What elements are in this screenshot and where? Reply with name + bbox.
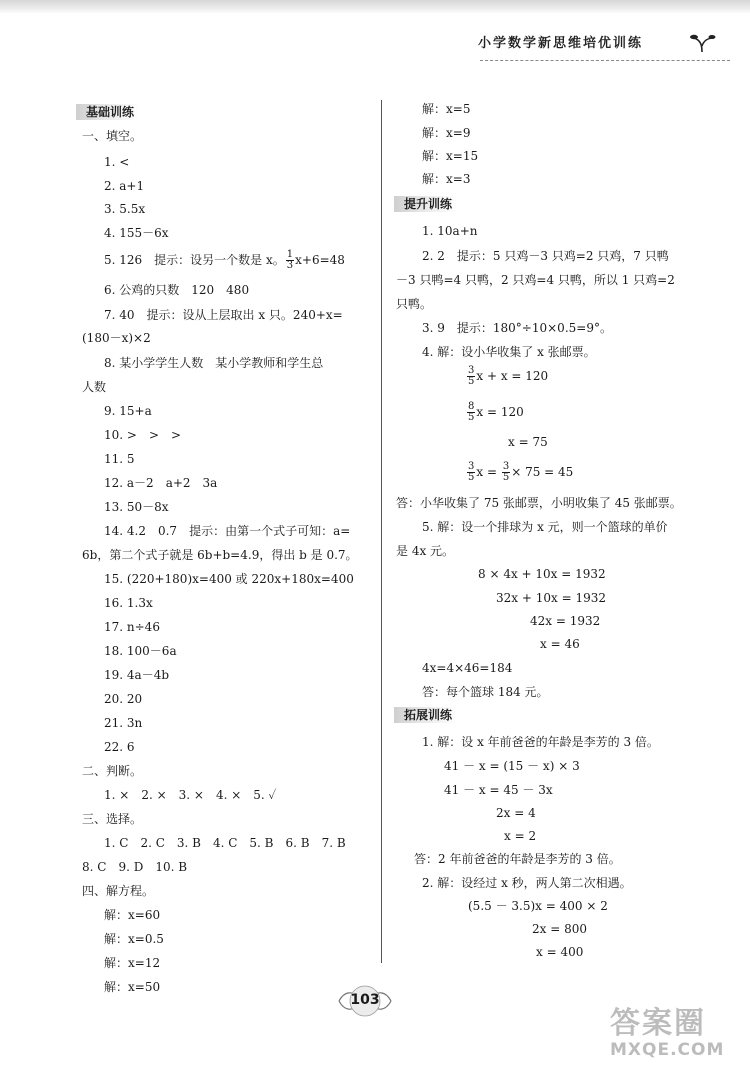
answer-line: －3 只鸭=4 只鸭，2 只鸡=4 只鸭，所以 1 只鸡=2 xyxy=(396,273,675,287)
answer-line: 4. 解：设小华收集了 x 张邮票。 xyxy=(422,345,596,359)
equation-line: 41 － x = (15 － x) × 3 xyxy=(444,759,580,773)
fraction: $\frac{3}{5}$ xyxy=(468,461,475,483)
answer-line: 1. < xyxy=(104,155,130,169)
answer-line: 9. 15+a xyxy=(104,404,152,418)
equation-line: 41 － x = 45 － 3x xyxy=(444,783,553,797)
answer-line: 6b，第二个式子就是 6b+b=4.9，得出 b 是 0.7。 xyxy=(82,548,358,562)
answer-line: 只鸭。 xyxy=(396,297,433,311)
answer-line: 10. > > > xyxy=(104,428,182,442)
answer-line: 21. 3n xyxy=(104,716,143,730)
answer-line: 4. 155－6x xyxy=(104,226,169,240)
equation-line: (5.5 － 3.5)x = 400 × 2 xyxy=(468,899,608,913)
answer-line: 1. C 2. C 3. B 4. C 5. B 6. B 7. B xyxy=(104,836,346,850)
answer-line: 2. a+1 xyxy=(104,179,145,193)
part-solve: 四、解方程。 xyxy=(82,884,155,898)
answer-line: 12. a－2 a+2 3a xyxy=(104,476,218,490)
watermark-bottom-text: MXQE.COM xyxy=(610,1040,725,1060)
answer-line: 解：x=15 xyxy=(422,149,479,163)
equation-text: x = xyxy=(476,465,498,479)
section-title-advanced: 提升训练 xyxy=(394,196,458,212)
watermark xyxy=(610,1008,745,1066)
answer-line: 18. 100－6a xyxy=(104,644,177,658)
part-choose: 三、选择。 xyxy=(82,812,143,826)
answer-line: 1. 解：设 x 年前爸爸的年龄是李芳的 3 倍。 xyxy=(422,735,659,749)
equation-text: x + x = 120 xyxy=(476,369,549,383)
answer-line: 15. (220+180)x=400 或 220x+180x=400 xyxy=(104,572,354,586)
equation-line: x = 75 xyxy=(508,435,548,449)
answer-line: 答：2 年前爸爸的年龄是李芳的 3 倍。 xyxy=(414,852,621,866)
part-fill-blank: 一、填空。 xyxy=(82,129,143,143)
equation-line: 4x=4×46=184 xyxy=(422,661,513,675)
answer-line: 8. C 9. D 10. B xyxy=(82,860,188,874)
fraction: $\frac{3}{5}$ xyxy=(502,461,510,483)
answer-line: 5. 解：设一个排球为 x 元，则一个篮球的单价 xyxy=(422,520,668,534)
equation-line: x = 46 xyxy=(540,637,580,651)
answer-line: (180－x)×2 xyxy=(82,331,151,345)
answer-line: 6. 公鸡的只数 120 480 xyxy=(104,283,250,297)
answer-line: 8. 某小学学生人数 某小学教师和学生总 xyxy=(104,356,324,370)
answer-line: 人数 xyxy=(82,380,107,394)
equation-line: 2x = 800 xyxy=(532,922,587,936)
answer-line: 1. 10a+n xyxy=(422,224,478,238)
answer-line: 解：x=9 xyxy=(422,126,471,140)
equation-line: 32x + 10x = 1932 xyxy=(496,591,606,605)
answer-line: 14. 4.2 0.7 提示：由第一个式子可知：a= xyxy=(104,524,351,538)
fraction: $\frac{1}{3}$ xyxy=(286,249,294,271)
equation-line: 8 × 4x + 10x = 1932 xyxy=(478,567,606,581)
answer-line: 13. 50－8x xyxy=(104,500,169,514)
fraction: $\frac{3}{5}$ xyxy=(468,365,475,387)
answer-line: 解：x=60 xyxy=(104,908,161,922)
equation-line xyxy=(466,402,524,423)
header-rule xyxy=(480,60,730,61)
answer-line: 17. n÷46 xyxy=(104,620,160,634)
answer-line: 解：x=3 xyxy=(422,172,471,186)
equation-line: 42x = 1932 xyxy=(530,614,601,628)
answer-line: 7. 40 提示：设从上层取出 x 只。240+x= xyxy=(104,308,343,322)
page-number: 103 xyxy=(350,992,380,1008)
answer-text: 5. 126 提示：设另一个数是 x。 xyxy=(104,253,285,267)
equation-line xyxy=(466,462,573,483)
answer-line: 解：x=50 xyxy=(104,980,161,994)
answer-line: 2. 2 提示：5 只鸡－3 只鸡=2 只鸡，7 只鸭 xyxy=(422,249,669,263)
answer-line xyxy=(104,250,345,271)
answer-line: 1. × 2. × 3. × 4. × 5. ✓ xyxy=(104,788,277,802)
equation-line: x = 2 xyxy=(504,829,537,843)
page-number-badge xyxy=(335,984,395,1018)
equation-line: x = 400 xyxy=(536,945,584,959)
sprout-icon xyxy=(688,30,716,54)
answer-line: 3. 5.5x xyxy=(104,202,146,216)
section-title-extension: 拓展训练 xyxy=(394,707,458,723)
equation-line: 2x = 4 xyxy=(496,806,536,820)
answer-line: 11. 5 xyxy=(104,452,135,466)
fraction: $\frac{8}{5}$ xyxy=(468,401,475,423)
answer-line: 解：x=0.5 xyxy=(104,932,164,946)
equation-line xyxy=(466,366,548,387)
series-title: 小学数学新思维培优训练 xyxy=(478,36,644,51)
answer-line: 解：x=12 xyxy=(104,956,161,970)
answer-text: x+6=48 xyxy=(295,253,345,267)
watermark-top-text: 答案圈 xyxy=(610,1006,706,1041)
answer-line: 解：x=5 xyxy=(422,102,471,116)
answer-line: 是 4x 元。 xyxy=(396,544,455,558)
part-judge: 二、判断。 xyxy=(82,764,143,778)
equation-text: x = 120 xyxy=(476,405,524,419)
answer-line: 2. 解：设经过 x 秒，两人第二次相遇。 xyxy=(422,876,632,890)
answer-line: 16. 1.3x xyxy=(104,596,153,610)
scan-top-band xyxy=(0,0,750,14)
answer-line: 答：每个篮球 184 元。 xyxy=(422,685,549,699)
answer-line: 22. 6 xyxy=(104,740,135,754)
equation-text: × 75 = 45 xyxy=(511,465,574,479)
answer-line: 19. 4a－4b xyxy=(104,668,170,682)
answer-line: 答：小华收集了 75 张邮票，小明收集了 45 张邮票。 xyxy=(396,496,682,510)
answer-line: 20. 20 xyxy=(104,692,143,706)
answer-line: 3. 9 提示：180°÷10×0.5=9°。 xyxy=(422,321,612,335)
column-divider xyxy=(381,100,382,963)
section-title-basic: 基础训练 xyxy=(76,104,140,120)
